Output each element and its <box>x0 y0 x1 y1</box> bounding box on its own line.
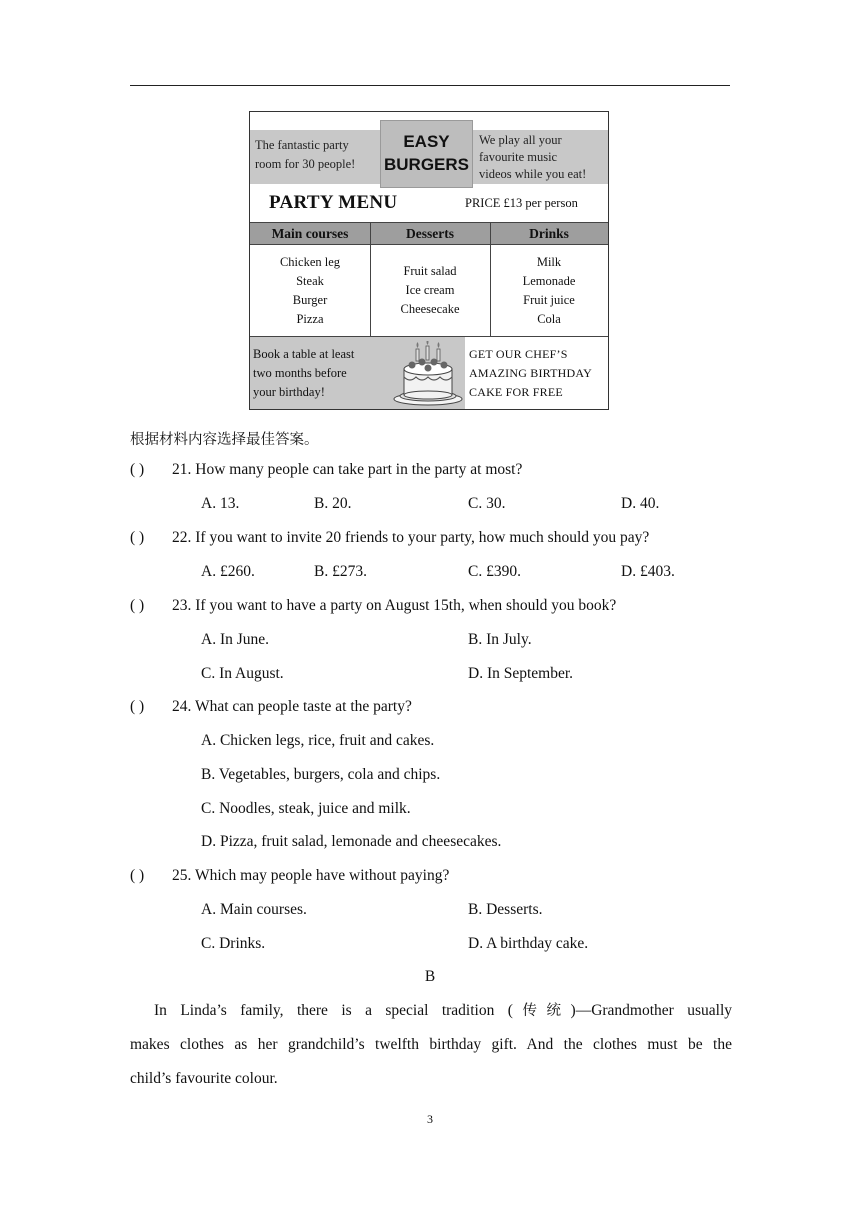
column-header-main-courses: Main courses <box>250 222 370 245</box>
option-21-a: A. 13. <box>201 495 240 512</box>
menu-item: Lemonade <box>522 273 576 288</box>
option-24-a: A. Chicken legs, rice, fruit and cakes. <box>201 732 435 749</box>
party-menu-poster <box>249 111 609 410</box>
passage-text: In Linda’s family, there is a special tradition ( <box>154 1002 513 1019</box>
venue-note-line: The fantastic party <box>255 138 349 152</box>
answer-blank-25[interactable]: ( ) <box>130 867 145 884</box>
menu-item: Burger <box>292 292 328 307</box>
column-header-desserts: Desserts <box>370 222 490 245</box>
instruction: 根据材料内容选择最佳答案。 <box>130 432 319 448</box>
booking-line: your birthday! <box>253 385 325 399</box>
option-22-d: D. £403. <box>621 563 675 580</box>
option-24-d: D. Pizza, fruit salad, lemonade and cheesecakes. <box>201 833 502 850</box>
passage-line-2: makes clothes as her grandchild’s twelfth birthday gift. And the clothes must be the <box>130 1036 732 1053</box>
passage-line-1 <box>130 994 732 1028</box>
music-note-line: videos while you eat! <box>479 167 587 181</box>
menu-table <box>250 222 608 336</box>
music-note <box>479 132 605 183</box>
music-note-line: We play all your <box>479 133 562 147</box>
question-22: 22. If you want to invite 20 friends to your party, how much should you pay? <box>172 529 650 546</box>
music-note-line: favourite music <box>479 150 558 164</box>
section-heading-b: B <box>424 968 436 985</box>
option-23-b: B. In July. <box>468 631 532 648</box>
answer-blank-23[interactable]: ( ) <box>130 597 145 614</box>
question-24: 24. What can people taste at the party? <box>172 698 412 715</box>
menu-item: Steak <box>296 273 324 288</box>
menu-item: Cheesecake <box>400 302 460 316</box>
answer-blank-22[interactable]: ( ) <box>130 529 145 546</box>
option-23-a: A. In June. <box>201 631 270 648</box>
column-main-courses <box>250 245 370 336</box>
column-header-drinks: Drinks <box>490 222 608 245</box>
chef-offer-line: CAKE FOR FREE <box>469 385 563 399</box>
birthday-cake-icon <box>392 341 464 407</box>
menu-item: Fruit salad <box>403 264 457 278</box>
question-23: 23. If you want to have a party on August 15th, when should you book? <box>172 597 617 614</box>
option-22-a: A. £260. <box>201 563 255 580</box>
menu-title: PARTY MENU <box>269 192 398 213</box>
option-21-b: B. 20. <box>314 495 352 512</box>
passage-gloss: 传统 <box>512 1003 571 1019</box>
menu-item: Ice cream <box>405 283 455 297</box>
option-21-d: D. 40. <box>621 495 660 512</box>
venue-note-line: room for 30 people! <box>255 157 356 171</box>
option-25-d: D. A birthday cake. <box>468 935 589 952</box>
menu-item: Fruit juice <box>523 292 575 307</box>
passage-line-3: child’s favourite colour. <box>130 1070 278 1087</box>
question-25: 25. Which may people have without paying? <box>172 867 450 884</box>
column-divider <box>370 222 371 336</box>
option-23-c: C. In August. <box>201 665 284 682</box>
page-number: 3 <box>427 1112 433 1126</box>
column-divider <box>490 222 491 336</box>
chef-offer-line: AMAZING BIRTHDAY <box>469 366 593 380</box>
option-23-d: D. In September. <box>468 665 574 682</box>
easy-burgers-logo <box>380 120 473 188</box>
option-24-c: C. Noodles, steak, juice and milk. <box>201 800 411 817</box>
logo-line: EASY <box>403 132 450 151</box>
menu-item: Milk <box>536 254 562 269</box>
column-desserts <box>370 245 490 336</box>
logo-line: BURGERS <box>383 155 469 174</box>
venue-note <box>255 136 383 174</box>
option-25-c: C. Drinks. <box>201 935 266 952</box>
answer-blank-21[interactable]: ( ) <box>130 461 145 478</box>
passage-text: )—Grandmother usually <box>570 1002 733 1019</box>
option-22-b: B. £273. <box>314 563 367 580</box>
chef-offer <box>469 345 607 402</box>
header-rule <box>130 85 730 86</box>
question-21: 21. How many people can take part in the party at most? <box>172 461 523 478</box>
menu-item: Chicken leg <box>279 254 341 269</box>
booking-line: Book a table at least <box>253 347 355 361</box>
booking-note <box>250 337 390 409</box>
option-21-c: C. 30. <box>468 495 506 512</box>
menu-item: Cola <box>537 311 561 326</box>
booking-line: two months before <box>253 366 347 380</box>
bottom-banner <box>250 336 608 409</box>
answer-blank-24[interactable]: ( ) <box>130 698 145 715</box>
menu-item: Pizza <box>296 311 324 326</box>
section-b-passage <box>130 994 732 1096</box>
option-24-b: B. Vegetables, burgers, cola and chips. <box>201 766 441 783</box>
option-25-a: A. Main courses. <box>201 901 307 918</box>
menu-price: PRICE £13 per person <box>465 196 578 210</box>
option-25-b: B. Desserts. <box>468 901 543 918</box>
chef-offer-line: GET OUR CHEF’S <box>469 347 568 361</box>
option-22-c: C. £390. <box>468 563 521 580</box>
column-drinks <box>490 245 608 336</box>
